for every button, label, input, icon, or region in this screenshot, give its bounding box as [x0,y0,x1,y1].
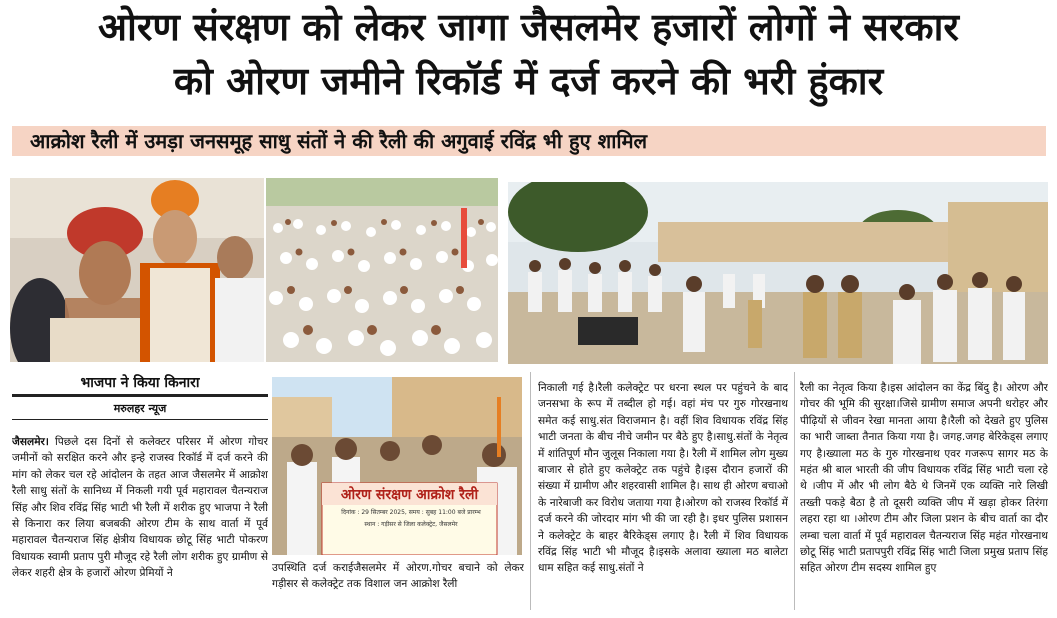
section-title: भाजपा ने किया किनारा [80,375,200,391]
photo-dignitaries [10,178,264,362]
photo-police-road [508,182,1048,364]
column-divider [530,372,531,610]
article-text: पिछले दस दिनों से कलेक्टर परिसर में ओरण गोचर जमीनों को सरक्षित करने और इन्हे राजस्व रिकॉर्ड में दर्ज करने की मांग को लेकर चल रहे आंदोलन के तहत आज जैसलमेर में आक्रोश रैली साधु संतों के सानिध्य में निकली गयी पूर्व महारावल चैतन्यराज सिंह और शिव रविंद्र सिंह भाटी भी रैली में शरीक हुए भाजपा ने रैली से किनारा कर लिया बजबकी ओरण टीम के साथ वार्ता में पूर्व महारावल चैतन्यराज सिंह क्षेत्रीय विधायक छोटू सिंह भाटी पोकरण विधायक स्वामी प्रताप पुरी मौजूद रहे रैली लोग शरीक हुए ग्रामीण से लेकर शहरी क्षेत्र के हजारों ओरण प्रेमियों ने [12,436,268,580]
subheadline: आक्रोश रैली में उमड़ा जनसमूह साधु संतों ने की रैली की अगुवाई रविंद्र भी हुए शामिल [30,129,648,153]
byline: मरुलहर न्यूज [113,402,167,415]
article-column-1 [12,434,268,610]
article-column-4: रैली का नेतृत्व किया है।इस आंदोलन का केंद्र बिंदु है। ओरण और गोचर की भूमि की सुरक्षा।जिसे ग्रामीण समाज अपनी धरोहर और पीढ़ियों से जीवन रेखा मानता आया है।रैली को देखते हुए पुलिस का भारी जाब्ता तैनात किया गया है। जगह.जगह बेरिकेड्स लगाए गए है।ख्याला मठ के गुरु गोरखनाथ एवर गजरूप सागर मठ के महंत श्री बाल भारती की जीप विधायक रविंद्र सिंह भाटी चला रहे थे ।जीप में और भी लोग बैठे थे जिनमें एक व्यक्ति नारे लिखी तख्ती पकड़े बैठा है तो दूसरी व्यक्ति जीप में खड़ा होकर तिरंगा लहरा रहा था ।ओरण टीम और जिला प्रशन के बीच वार्ता का दौर लम्बा चला वार्ता में पूर्व महारावल चैतन्यराज सिंह महंत गोरखनाथ छोटू सिंह भाटी प्रतापपुरी रविंद्र सिंह भाटी जिला प्रमुख प्रताप सिंह सहित ओरण टीम सदस्य शामिल हुए [800,382,1048,575]
banner-venue: स्थान : गड़ीसर से जिला कलेक्ट्रेट, जैसलमेर [364,521,458,528]
dateline: जैसलमेर। [12,436,49,448]
banner-title: ओरण संरक्षण आक्रोश रैली [340,487,479,503]
headline-line-2: को ओरण जमीने रिकॉर्ड में दर्ज करने की भरी हुंकार [173,59,884,103]
photo-crowd-aerial [266,178,498,362]
column-divider [794,372,795,610]
section-rule-bottom [12,419,268,420]
banner-details: दिनांक : 29 सितम्बर 2025, समय : सुबह 11:00 बजे प्रारम्भ [341,509,481,516]
article-column-3: निकाली गई है।रैली कलेक्ट्रेट पर धरना स्थल पर पहुंचने के बाद जनसभा के रूप में तब्दील हो गई। वहां मंच पर गुरु गोरखनाथ समेत कई साधु.संत विराजमान है। वहीं शिव विधायक रविंद्र सिंह भाटी जनता के बीच नीचे जमीन पर बैठे हुए है।साधु.संतों के नेतृत्व में शांतिपूर्ण मौन जुलूस निकाला गया है। रैली में शामिल लोग मुख्य बाजार से होते हुए कलेक्ट्रेट तक पहुंचे है।इस दौरान हजारों की संख्या में ग्रामीण और शहरवासी शामिल है। साथ ही ओरण बचाओ के नारेबाजी कर विरोध जताया गया है।ओरण को राजस्व रिकॉर्ड में दर्ज करने की जोरदार मांग भी की जा रही है। इधर पुलिस प्रशासन ने कलेक्ट्रेट के बाहर बैरिकेड्स लगाए है। रैली में शिव विधायक रविंद्र सिंह भाटी भी मौजूद है।इसके अलावा ख्याला मठ बालेटा धाम सहित कई साधु.संतों ने [538,382,788,575]
headline-line-1: ओरण संरक्षण को लेकर जागा जैसलमेर हजारों लोगों ने सरकार [98,5,959,49]
article-column-2: उपस्थिति दर्ज कराईजैसलमेर में ओरण.गोचर बचाने को लेकर गड़ीसर से कलेक्ट्रेट तक विशाल जन आक्रोश रैली [272,562,524,591]
section-rule-top [12,394,268,397]
